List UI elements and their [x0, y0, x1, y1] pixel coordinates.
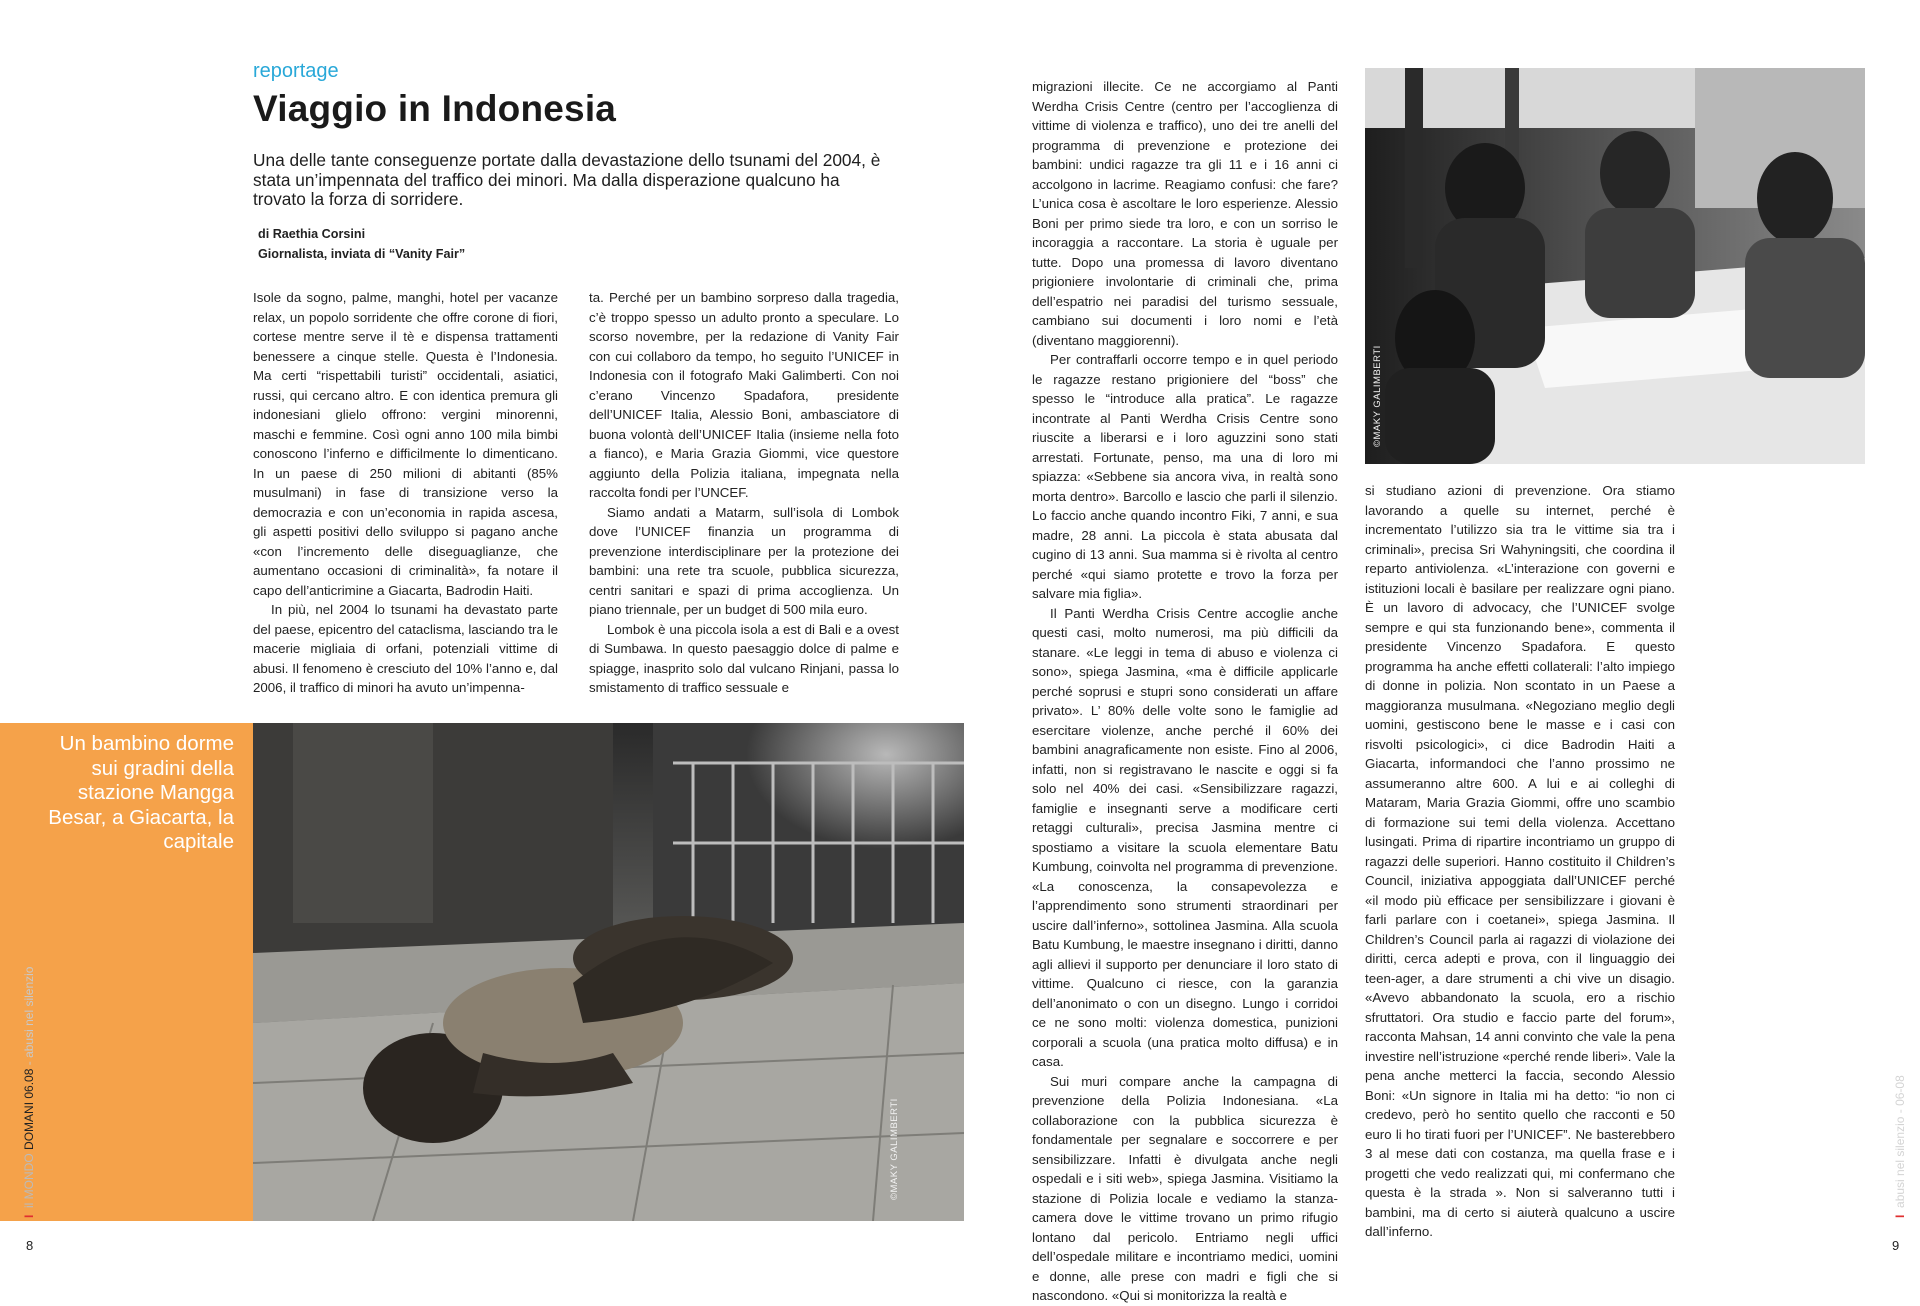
footer-brand-light: il MONDO [22, 1153, 36, 1208]
footer-marker: I [1893, 1214, 1907, 1218]
byline-author: di Raethia Corsini [258, 227, 366, 241]
photo-credit-1: ©MAKY GALIMBERTI [889, 1098, 900, 1200]
page-number-left: 8 [26, 1238, 34, 1253]
paragraph: ta. Perché per un bambino sorpreso dalla tragedia, c’è troppo spesso un adulto pronto a speculare. Lo scorso novembre, per la redazione di Vanity Fair con cui collaboro da tempo, ho seguito l’UNICEF in Indonesia con il fotografo Maki Galimberti. Con noi c’erano Vincenzo Spadafora, presidente dell’UNICEF Italia, Alessio Boni, ambasciatore di buona volontà dell’UNICEF Italia (insieme nella foto a fianco), e Maria Grazia Giommi, vice questore aggiunto della Polizia italiana, impegnata nella raccolta fondi per l’UNCEF. [589, 290, 899, 500]
paragraph: si studiano azioni di prevenzione. Ora stiamo lavorando a quelle su internet, perché è incrementato l’utilizzo sia tra le vittime sia tra i criminali», precisa Sri Wahyningsiti, che coordina il reparto antiviolenza. «L’interazione con governi e istituzioni locali è basilare per realizzare ogni piano. È un lavoro di advocacy, che l’UNICEF svolge sempre e qui sta funzionando bene», commenta il presidente Vincenzo Spadafora. E questo programma ha anche effetti collaterali: l’alto impiego di donne in polizia. Non scontato in un Paese a maggioranza musulmana. «Negoziano meglio degli uomini, gestiscono bene le masse e i casi con risvolti psicologici», ci dice Badrodin Haiti a Giacarta, informandoci che l’anno prossimo ne assumeranno altre 600. A lui e ai colleghi di Mataram, Maria Grazia Giommi, offre uno scambio di formazione sui temi della violenza. Accettano lusingati. Prima di ripartire incontriamo un gruppo di ragazzi delle superiori. Hanno costituito il Children’s Council, iniziativa appoggiata dall’UNICEF perché «il modo più efficace per sensibilizzare i giovani è farli parlare con i coetanei», spiega Jasmina. Il Children’s Council parla ai ragazzi di violazione dei diritti, cerca adepti e prova, con il linguaggio dei teen-ager, a dare strumenti a chi vive un disagio. «Avevo abbandonato la scuola, ero a rischio sfruttatori. Ora studio e faccio parte del forum», racconta Mahsan, 14 anni convinto che vale la pena investire nell’istruzione «perché rende liberi». Vale la pena anche metterci la faccia, secondo Alessio Boni: «Un signore in Italia mi ha detto: “io non ci credevo, però ho sentito quello che racconti e 50 euro li ho tirati fuori per l’UNICEF”. Ne basterebbero 3 al mese dati con costanza, ma quella frase e i progetti che vedo realizzati qui, mi confermano che questa è la strada ». Non si salveranno tutti i bambini, ma di certo si aiuterà qualcuno a uscire dall’inferno. [1365, 483, 1675, 1239]
body-column-2 [589, 288, 899, 698]
footer-separator: - [22, 1057, 36, 1069]
paragraph: migrazioni illecite. Ce ne accorgiamo al Panti Werdha Crisis Centre (centro per l’accoglienza di vittime di violenza e traffico), uno dei tre anelli del programma di prevenzione e protezione dei bambini: undici ragazze tra gli 11 e i 16 anni ci accolgono in lacrime. Reagiamo confusi: che fare? L’unica cosa è ascoltare le loro esperienze. Alessio Boni per primo siede tra loro, e con un sorriso le incoraggia a raccontare. La storia è uguale per tutte. Dopo una promessa di lavoro diventano prigioniere involontarie di criminali che, prima dell’espatrio nei paradisi del turismo sessuale, cambiano sui documenti i loro nomi e l’età (diventano maggiorenni). [1032, 79, 1338, 348]
photo-credit-2: ©MAKY GALIMBERTI [1372, 345, 1383, 447]
paragraph: Isole da sogno, palme, manghi, hotel per vacanze relax, un popolo sorridente che offre corone di fiori, cortese mentre serve il tè e dispensa trattamenti benessere a cinque stelle. Questa è l’Indonesia. Ma certi “rispettabili turisti” occidentali, asiatici, russi, qui cercano altro. E con identica premura gli indonesiani glielo offrono: vergini minorenni, maschi e femmine. Così ogni anno 100 mila bimbi conoscono l’inferno e difficilmente lo dimenticano. In un paese di 250 milioni di abitanti (85% musulmani) in fase di transizione verso la democrazia e con un’economia in rapida ascesa, gli aspetti positivi dello sviluppo si pagano anche «con l’incremento delle diseguaglianze, che aumentano occasioni di criminalità», fa notare il capo dell’anticrimine a Giacarta, Badrodin Haiti. [253, 290, 558, 598]
paragraph: In più, nel 2004 lo tsunami ha devastato parte del paese, epicentro del cataclisma, lasciando tra le macerie migliaia di orfani, potenziali vittime di abusi. Il fenomeno è cresciuto del 10% l’anno e, dal 2006, il traffico di minori ha avuto un’impenna- [253, 602, 558, 695]
paragraph: Il Panti Werdha Crisis Centre accoglie anche questi casi, molto numerosi, ma più difficili da stanare. «Le leggi in tema di abuso e violenza ci sono», spiega Jasmina, «ma è difficile applicarle perché soprusi e stupri sono considerati un affare privato». L’ 80% delle volte sono le famiglie ad esercitare violenze, anche perché il 60% dei bambini anagraficamente non esiste. Fino al 2006, infatti, non si registravano le nascite e oggi si fa solo nel 40% dei casi. «Sensibilizzare ragazzi, famiglie e insegnanti serve a modificare certi retaggi culturali», precisa Jasmina mentre ci spostiamo a visitare la scuola elementare Batu Kumbung, coinvolta nel programma di prevenzione. «La conoscenza, la consapevolezza e l’apprendimento sono strumenti straordinari per uscire dall’inferno», sottolinea Jasmina. Alla scuola Batu Kumbung, le maestre insegnano i diritti, danno agli allievi il supporto per denunciare il loro stato di vittime. Qualcuno ci riesce, con la garanzia dell’anonimato o con un disegno. Lungo i corridoi ce ne sono molti: violenza domestica, punizioni corporali a scuola (una pratica molto diffusa) e in casa. [1032, 605, 1338, 1069]
paragraph: Lombok è una piccola isola a est di Bali e a ovest di Sumbawa. In questo paesaggio dolce di palme e spiagge, inasprito solo dal vulcano Rinjani, passa lo smistamento di traffico sessuale e [589, 621, 899, 695]
footer-right-text: abusi nel silenzio - 06-08 [1893, 1075, 1907, 1208]
body-column-4 [1365, 481, 1675, 1242]
photo-unicef-meeting [1365, 68, 1865, 464]
paragraph: Siamo andati a Matarm, sull’isola di Lombok dove l’UNICEF finanzia un programma di prevenzione interdisciplinare per la protezione dei bambini: una rete tra scuole, pubblica sicurezza, centri sanitari e spazi di prima accoglienza. Un piano triennale, per un budget di 500 mila euro. [589, 504, 899, 617]
footer-marker: I [22, 1214, 36, 1218]
page-number-right: 9 [1892, 1238, 1900, 1253]
photo-caption: Un bambino dorme sui gradini della stazione Mangga Besar, a Giacarta, la capitale [48, 732, 234, 853]
footer-slogan: abusi nel silenzio [22, 966, 36, 1058]
section-kicker: reportage [253, 60, 339, 82]
paragraph: Per contraffarli occorre tempo e in quel periodo le ragazze restano prigioniere del “boss” che spesso le “introduce alla pratica”. Le ragazze incontrate al Panti Werdha Crisis Centre sono riuscite a liberarsi e i loro aguzzini sono stati arrestati. Fortunate, penso, ma una di loro mi spiazza: «Sebbene sia ancora viva, in realtà sono morta dentro». Barcollo e lascio che parli il silenzio. Lo faccio anche quando incontro Fiki, 7 anni, e sua madre, 28 anni. La piccola è stata abusata dal cugino di 13 anni. Sua mamma si è rivolta al centro perché «qui siamo protette e trovo la forza per salvare mia figlia». [1032, 352, 1338, 601]
footer-right [1893, 1075, 1907, 1218]
body-column-3 [1032, 77, 1338, 1306]
byline-role: Giornalista, inviata di “Vanity Fair” [258, 247, 466, 261]
paragraph: Sui muri compare anche la campagna di prevenzione della Polizia Indonesiana. «La collaborazione con la pubblica sicurezza è fondamentale per segnalare e soccorrere e per sensibilizzare. Infatti è divulgata anche negli ospedali e i siti web», spiega Jasmina. Visitiamo la stazione di Polizia locale e vediamo la stanza-camera dove le vittime trovano un primo rifugio lontano dal pericolo. Entriamo negli uffici dell’ospedale militare e incontriamo medici, uomini e donne, alle prese con madri e figli che si nascondono. «Qui si monitorizza la realtà e [1032, 1073, 1338, 1303]
footer-left [22, 967, 36, 1218]
footer-issue: 06.08 [22, 1068, 36, 1099]
body-column-1 [253, 288, 558, 698]
article-lead: Una delle tante conseguenze portate dalla devastazione dello tsunami del 2004, è stata un’impennata del traffico dei minori. Ma dalla disperazione qualcuno ha trovato la forza di sorridere. [253, 150, 881, 209]
footer-brand-bold: DOMANI [22, 1101, 36, 1150]
byline [258, 224, 465, 264]
photo-sleeping-child [253, 723, 964, 1221]
article-title: Viaggio in Indonesia [253, 88, 617, 129]
